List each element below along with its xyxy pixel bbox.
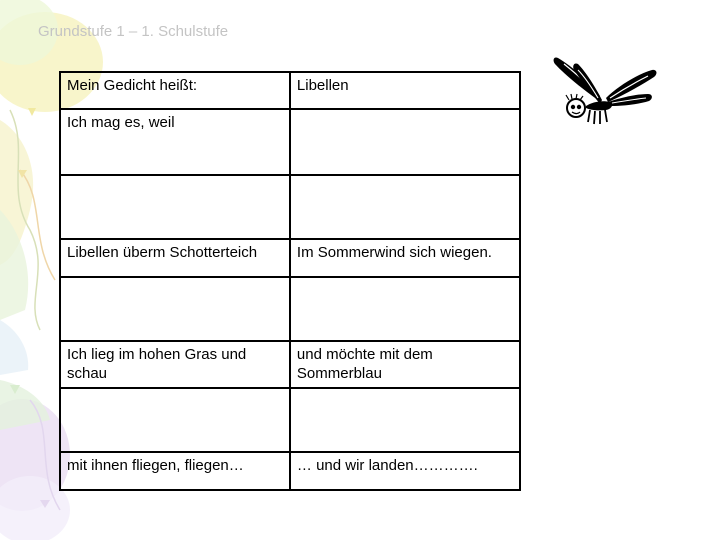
table-cell — [290, 175, 520, 239]
table-cell: Im Sommerwind sich wiegen. — [290, 239, 520, 277]
table-cell: Ich mag es, weil — [60, 109, 290, 175]
table-cell — [60, 388, 290, 452]
table-cell: und möchte mit dem Sommerblau — [290, 341, 520, 388]
dragonfly-icon — [552, 54, 658, 132]
table-row — [60, 175, 520, 239]
table-cell — [290, 109, 520, 175]
poem-title-value: Libellen — [290, 72, 520, 109]
table-cell: Ich lieg im hohen Gras und schau — [60, 341, 290, 388]
slide-header: Grundstufe 1 – 1. Schulstufe — [38, 23, 229, 40]
table-cell — [60, 277, 290, 341]
table-row — [60, 341, 520, 388]
table-row — [60, 277, 520, 341]
table-cell — [290, 388, 520, 452]
table-row — [60, 452, 520, 490]
table-row — [60, 72, 520, 109]
poem-table — [59, 71, 521, 491]
table-cell — [290, 277, 520, 341]
table-cell: mit ihnen fliegen, fliegen… — [60, 452, 290, 490]
table-cell: Libellen überm Schotterteich — [60, 239, 290, 277]
table-row — [60, 239, 520, 277]
poem-title-label: Mein Gedicht heißt: — [60, 72, 290, 109]
table-cell — [60, 175, 290, 239]
table-cell: … und wir landen…………. — [290, 452, 520, 490]
table-row — [60, 109, 520, 175]
table-row — [60, 388, 520, 452]
